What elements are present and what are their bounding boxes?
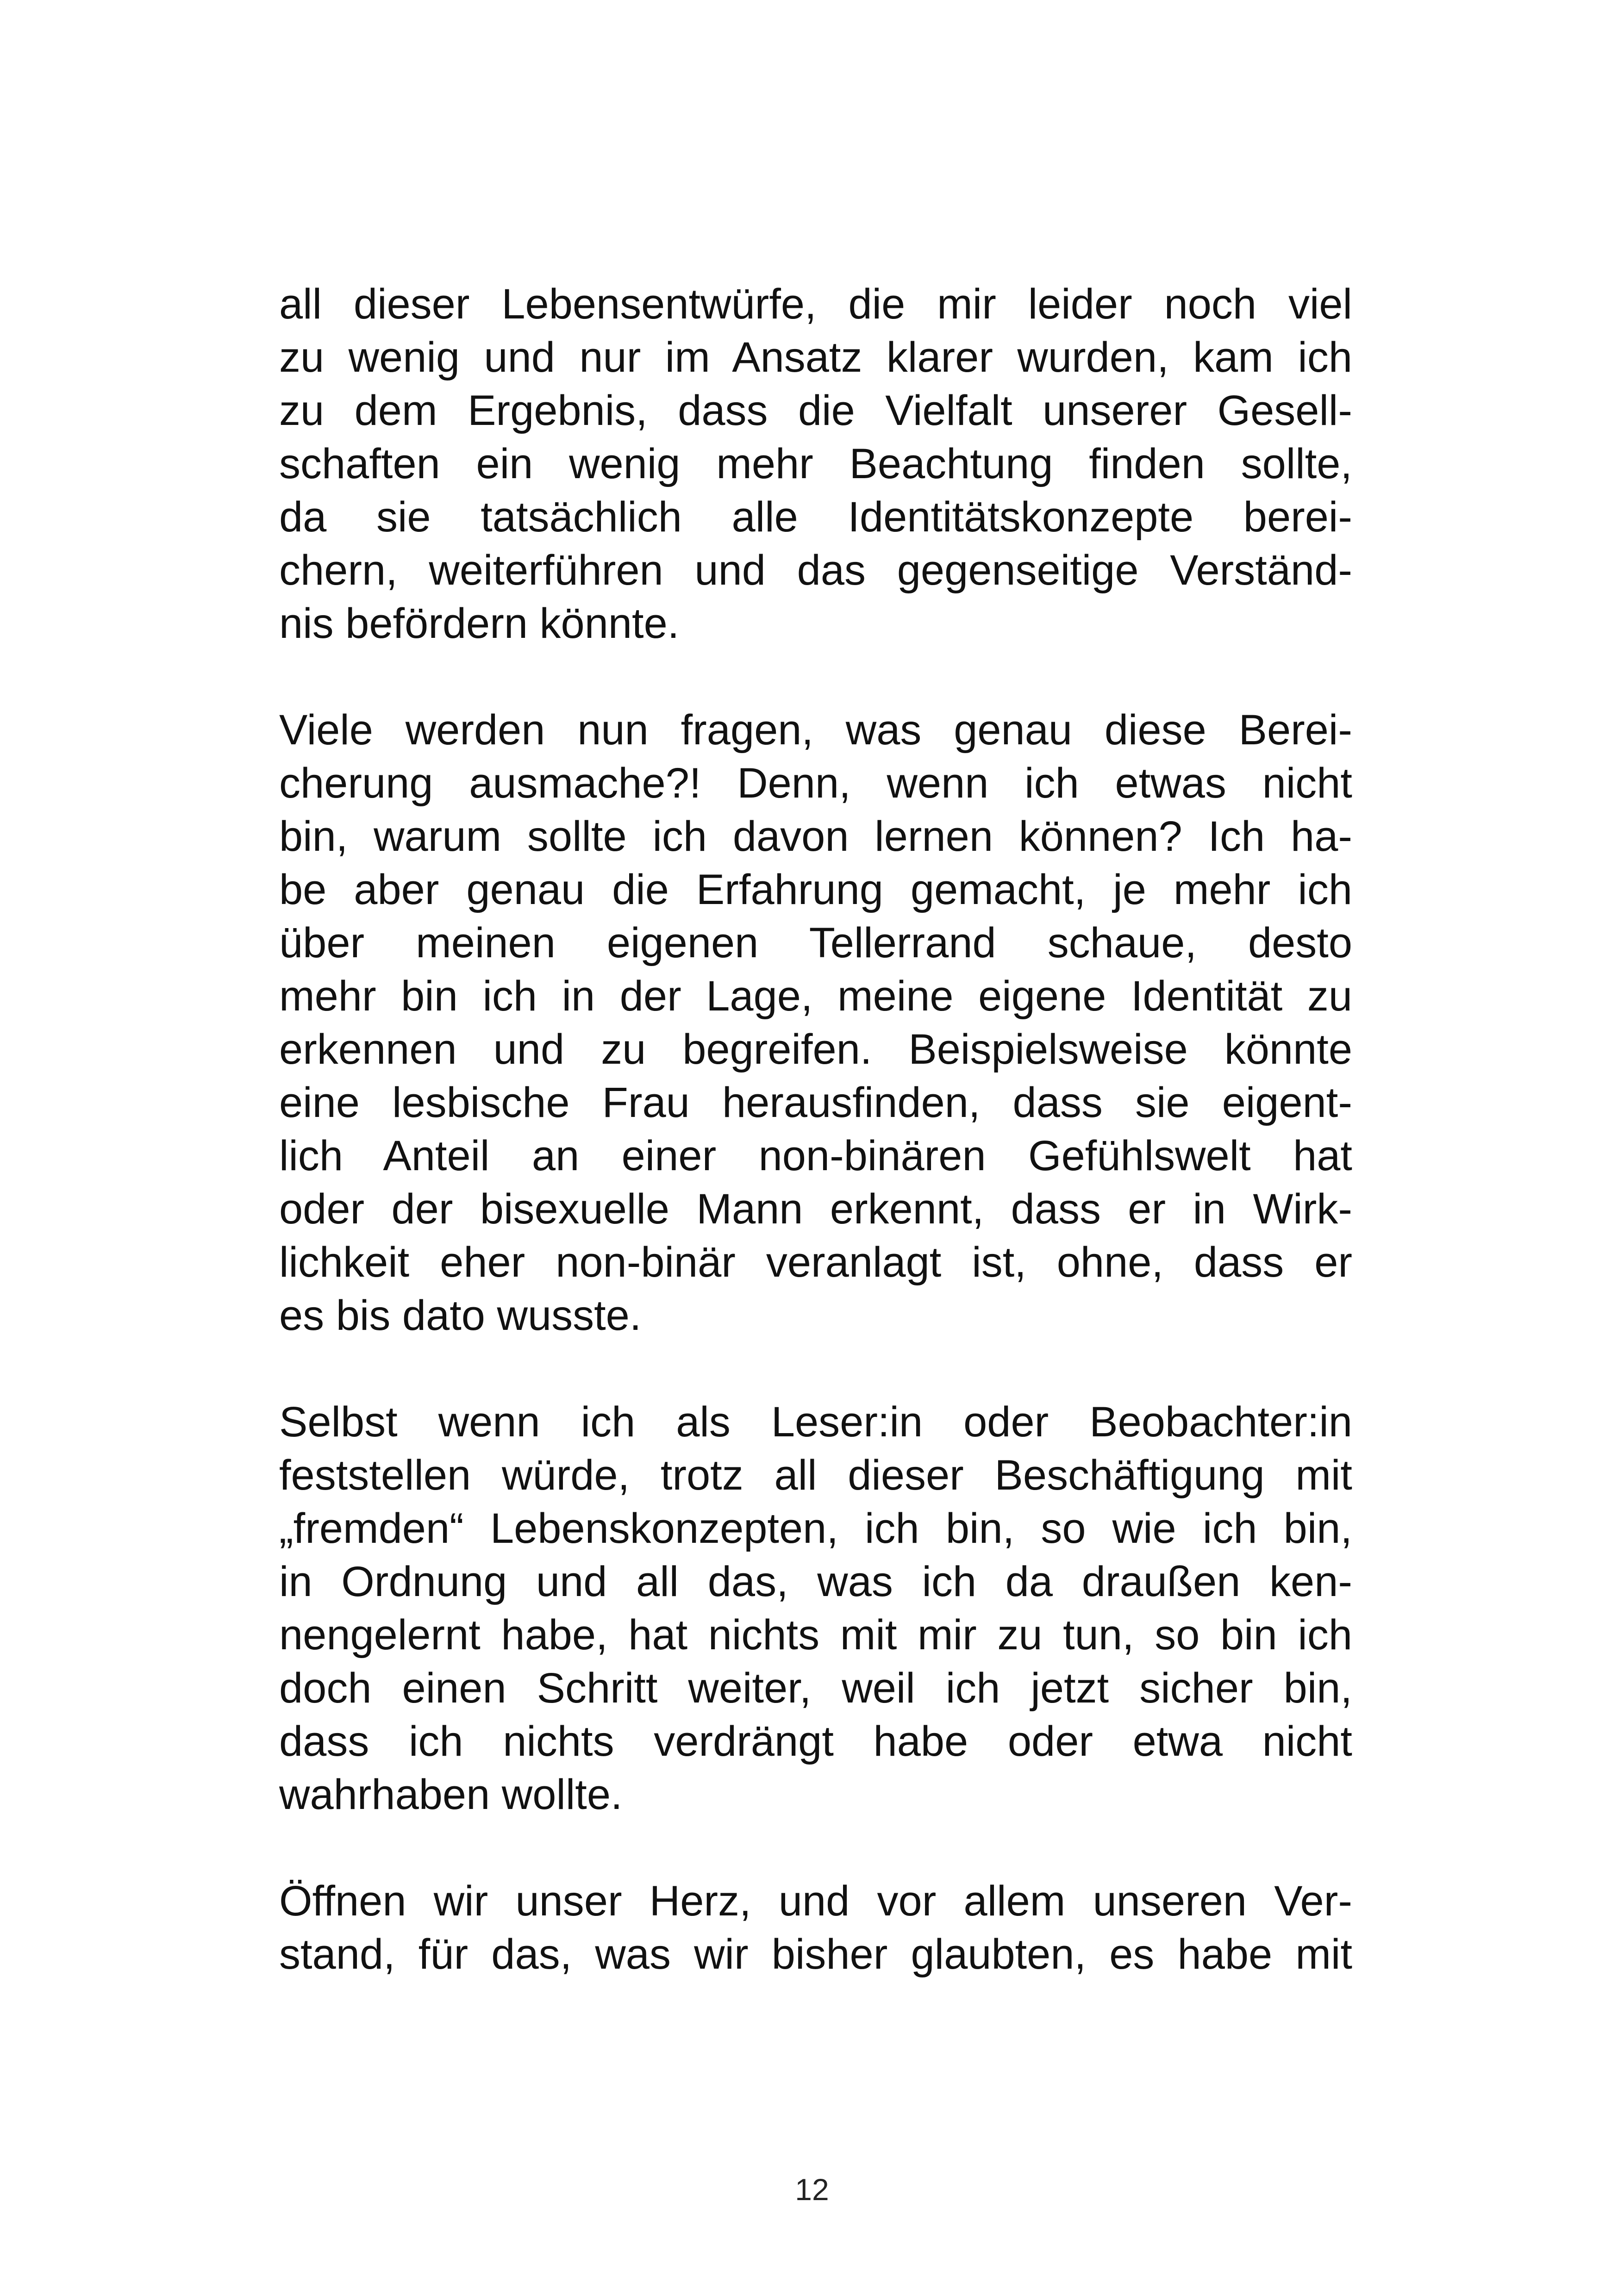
paragraph-gap [279,1821,1352,1875]
text-line: be aber genau die Erfahrung gemacht, je mehr ich [279,866,1352,913]
text-line: schaften ein wenig mehr Beachtung finden sollte, [279,440,1352,487]
text-line: doch einen Schritt weiter, weil ich jetzt sicher bin, [279,1665,1352,1712]
text-line: dass ich nichts verdrängt habe oder etwa nicht [279,1718,1352,1765]
text-line: stand, für das, was wir bisher glaubten, es habe mit [279,1931,1352,1978]
text-line: eine lesbische Frau herausfinden, dass sie eigent- [279,1079,1352,1126]
text-line: „fremden“ Lebenskonzepten, ich bin, so wie ich bin, [279,1505,1352,1552]
text-line: in Ordnung und all das, was ich da draußen ken- [279,1558,1352,1605]
text-line: nengelernt habe, hat nichts mit mir zu tun, so bin ich [279,1611,1352,1659]
text-line: Viele werden nun fragen, was genau diese Berei- [279,706,1352,754]
text-line: all dieser Lebensentwürfe, die mir leider noch viel [279,281,1352,328]
text-line: cherung ausmache?! Denn, wenn ich etwas nicht [279,760,1352,807]
text-line: wahrhaben wollte. [279,1771,623,1818]
text-line: zu dem Ergebnis, dass die Vielfalt unserer Gesell- [279,387,1352,434]
text-line: oder der bisexuelle Mann erkennt, dass er in Wirk- [279,1185,1352,1233]
page-number: 12 [795,2172,829,2207]
text-line: feststellen würde, trotz all dieser Beschäftigung mit [279,1452,1352,1499]
paragraph-gap [279,1342,1352,1396]
text-line: mehr bin ich in der Lage, meine eigene Identität zu [279,973,1352,1020]
text-line: bin, warum sollte ich davon lernen können? Ich ha- [279,813,1352,860]
text-line: da sie tatsächlich alle Identitätskonzepte berei- [279,493,1352,541]
text-line: nis befördern könnte. [279,600,680,647]
text-line: zu wenig und nur im Ansatz klarer wurden, kam ich [279,334,1352,381]
text-line: es bis dato wusste. [279,1292,642,1339]
text-line: über meinen eigenen Tellerrand schaue, desto [279,919,1352,967]
text-line: Selbst wenn ich als Leser:in oder Beobachter:in [279,1398,1352,1446]
text-line: chern, weiterführen und das gegenseitige Verständ- [279,547,1352,594]
body-text [279,278,1352,1981]
text-line: lich Anteil an einer non-binären Gefühlswelt hat [279,1132,1352,1179]
text-line: erkennen und zu begreifen. Beispielsweise könnte [279,1026,1352,1073]
paragraph-gap [279,650,1352,704]
text-line: Öffnen wir unser Herz, und vor allem unseren Ver- [279,1877,1352,1925]
text-line: lichkeit eher non-binär veranlagt ist, ohne, dass er [279,1239,1352,1286]
